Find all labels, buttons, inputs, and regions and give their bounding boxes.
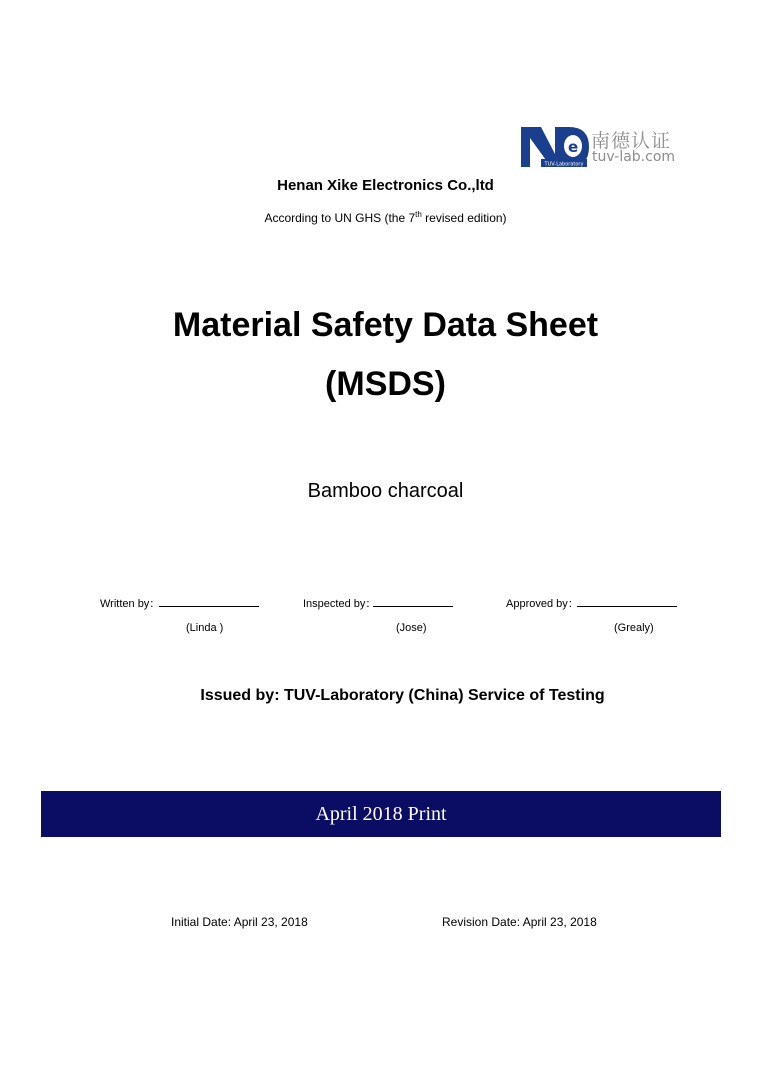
ghs-superscript: th [415,210,422,219]
document-title: Material Safety Data Sheet [172,306,599,344]
logo-chinese-text: 南德认证 [591,130,672,152]
ghs-reference [0,210,757,225]
written-by-line [159,606,259,607]
approved-by-name: (Grealy) [614,622,654,634]
revision-date: Revision Date: April 23, 2018 [442,915,597,929]
initial-date: Initial Date: April 23, 2018 [171,915,308,929]
approved-by-line [577,606,677,607]
inspected-by-name: (Jose) [396,622,427,634]
product-name: Bamboo charcoal [307,480,464,502]
company-name: Henan Xike Electronics Co.,ltd [277,177,494,194]
ghs-suffix: revised edition) [421,211,507,225]
logo-url-text: tuv-lab.com [592,149,676,165]
written-by-name: (Linda ) [186,622,224,634]
issued-by: Issued by: TUV-Laboratory (China) Service of Testing [200,687,605,704]
written-by-label: Written by： [100,598,161,610]
document-title-abbrev: (MSDS) [325,365,446,403]
logo-caption: TUV-Laboratory [544,161,584,168]
print-banner [41,791,721,837]
inspected-by-line [373,606,453,607]
nde-logo-icon [521,124,591,169]
ghs-prefix: According to UN GHS (the 7 [264,211,416,225]
tuv-lab-logo [521,124,691,172]
print-banner-text: April 2018 Print [315,803,447,825]
approved-by-label: Approved by： [506,598,579,610]
svg-text:e: e [568,138,579,156]
inspected-by-label: Inspected by： [303,598,377,610]
